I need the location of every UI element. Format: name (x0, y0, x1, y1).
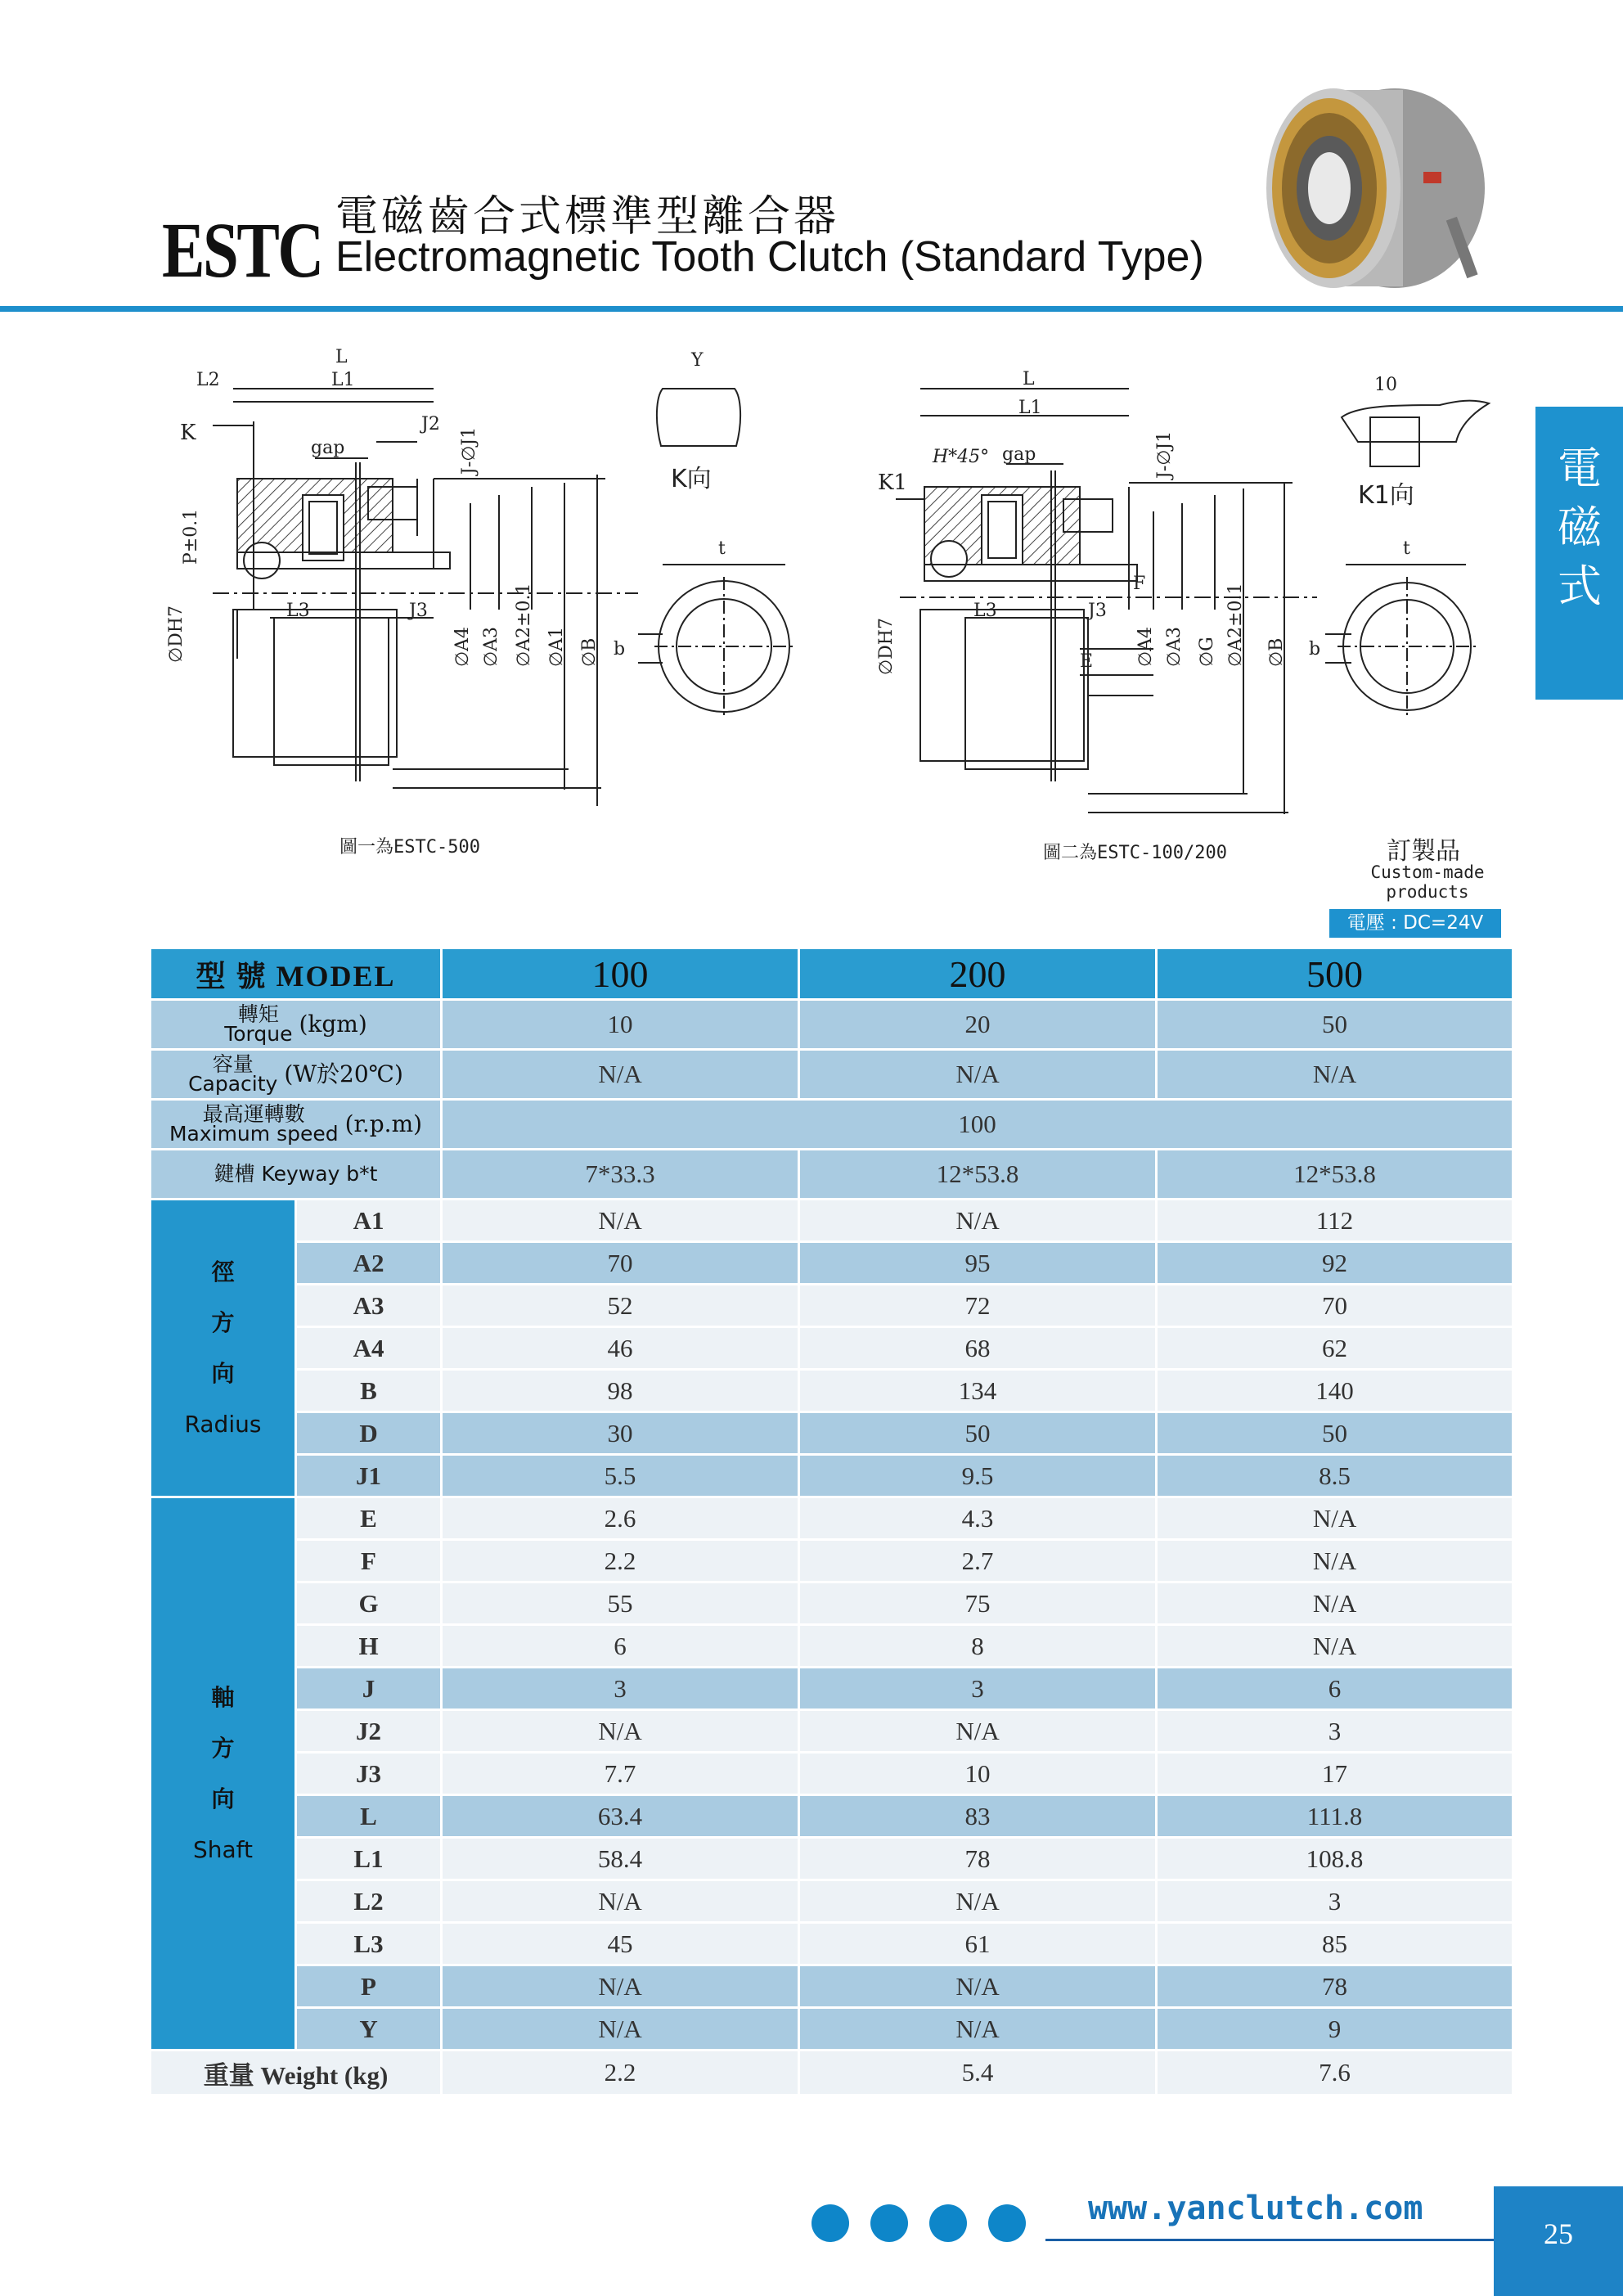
dim-value: 85 (1157, 1923, 1513, 1965)
footer-rule (1045, 2239, 1494, 2241)
detail-k-label-y: Y (691, 350, 704, 371)
detail-k1-label: K1向 (1358, 481, 1414, 510)
dim-value: 10 (799, 1753, 1157, 1795)
dim-value: 134 (799, 1370, 1157, 1412)
dim-key: P (296, 1965, 442, 2008)
dim-value: 3 (1157, 1710, 1513, 1753)
dim-key: H (296, 1625, 442, 1668)
keyway-200: 12*53.8 (799, 1150, 1157, 1200)
dim-value: 17 (1157, 1753, 1513, 1795)
dim-value: 58.4 (442, 1838, 799, 1880)
dim-value: 62 (1157, 1327, 1513, 1370)
title-english: Electromagnetic Tooth Clutch (Standard Type) (335, 233, 1204, 281)
weight-100: 2.2 (442, 2051, 799, 2096)
fig2-label-D: ∅DH7 (876, 618, 897, 675)
dim-value: N/A (799, 1710, 1157, 1753)
dim-value: 30 (442, 1412, 799, 1455)
dim-value: 45 (442, 1923, 799, 1965)
dim-value: 4.3 (799, 1497, 1157, 1540)
table-row (151, 1327, 1513, 1370)
max-speed-unit: (r.p.m) (344, 1110, 423, 1137)
fig2-label-L: L (1023, 369, 1035, 389)
torque-100: 10 (442, 1000, 799, 1050)
capacity-100: N/A (442, 1050, 799, 1100)
table-row (151, 1370, 1513, 1412)
radius-group-line-2: 方 (211, 1308, 235, 1336)
detail-k1-label-10: 10 (1374, 375, 1397, 395)
fig2-label-K1: K1 (878, 470, 907, 495)
dim-value: 72 (799, 1285, 1157, 1327)
dim-value: N/A (442, 2008, 799, 2051)
dim-value: 140 (1157, 1370, 1513, 1412)
torque-unit: (kgm) (299, 1011, 367, 1038)
fig1-label-L1: L1 (331, 370, 355, 390)
fig2-label-H: H*45° (933, 447, 990, 467)
dim-key: A1 (296, 1200, 442, 1242)
dim-value: 7.7 (442, 1753, 799, 1795)
dim-value: 3 (1157, 1880, 1513, 1923)
torque-cn: 轉矩 (237, 1002, 279, 1026)
max-speed-row (151, 1100, 1513, 1150)
dim-value: 78 (1157, 1965, 1513, 2008)
table-row (151, 1753, 1513, 1795)
fig1-label-L: L (335, 347, 348, 367)
custom-made-line-1: Custom-made (1370, 862, 1485, 882)
weight-row (151, 2051, 1513, 2096)
fig1-caption: 圖一為ESTC-500 (339, 837, 480, 858)
dim-key: J (296, 1668, 442, 1710)
fig1-label-D: ∅DH7 (166, 606, 187, 663)
dim-value: 2.7 (799, 1540, 1157, 1582)
side-tab (1535, 407, 1623, 700)
torque-row (151, 1000, 1513, 1050)
spec-table (149, 947, 1514, 2096)
weight-200: 5.4 (799, 2051, 1157, 2096)
capacity-row (151, 1050, 1513, 1100)
dim-value: 3 (442, 1668, 799, 1710)
capacity-500: N/A (1157, 1050, 1513, 1100)
dim-value: N/A (442, 1880, 799, 1923)
dim-value: 111.8 (1157, 1795, 1513, 1838)
fig2-label-L1: L1 (1018, 398, 1042, 418)
weight-500: 7.6 (1157, 2051, 1513, 2096)
fig1-label-K: K (180, 421, 196, 445)
dim-value: 78 (799, 1838, 1157, 1880)
dim-value: 3 (799, 1668, 1157, 1710)
fig1-label-A2: ∅A2±0.1 (514, 583, 534, 667)
dim-value: 70 (442, 1242, 799, 1285)
detail-k-label-b: b (614, 639, 626, 660)
fig2-label-L3: L3 (973, 601, 997, 621)
table-row (151, 1838, 1513, 1880)
dim-value: N/A (799, 1200, 1157, 1242)
fig2-label-F: F (1133, 574, 1146, 594)
capacity-200: N/A (799, 1050, 1157, 1100)
table-row (151, 1540, 1513, 1582)
dim-value: 70 (1157, 1285, 1513, 1327)
fig1-label-B: ∅B (579, 637, 600, 667)
shaft-group-line-1: 軸 (211, 1683, 235, 1711)
shaft-group-line-4: Shaft (192, 1835, 254, 1863)
dim-key: D (296, 1412, 442, 1455)
table-row (151, 1923, 1513, 1965)
fig1-drawing (213, 389, 794, 806)
torque-label (151, 1000, 442, 1050)
dim-value: 8 (799, 1625, 1157, 1668)
radius-group-label (151, 1200, 296, 1497)
dim-key: E (296, 1497, 442, 1540)
model-code: ESTC (162, 206, 322, 294)
capacity-label (151, 1050, 442, 1100)
table-row (151, 1497, 1513, 1540)
capacity-en: Capacity (188, 1072, 278, 1096)
dim-value: 63.4 (442, 1795, 799, 1838)
capacity-unit: (W於20℃) (284, 1060, 403, 1087)
detail-k1-label-b: b (1309, 639, 1321, 660)
footer-dot-4 (988, 2204, 1026, 2242)
model-label: 型 號 MODEL (151, 948, 442, 1000)
dim-key: L1 (296, 1838, 442, 1880)
fig1-label-J1: J-∅J1 (459, 426, 479, 475)
dim-key: J3 (296, 1753, 442, 1795)
custom-made-cn: 訂製品 (1387, 837, 1460, 866)
torque-200: 20 (799, 1000, 1157, 1050)
table-row (151, 1625, 1513, 1668)
dim-key: A2 (296, 1242, 442, 1285)
fig2-label-B: ∅B (1266, 637, 1287, 667)
fig2-label-gap: gap (1002, 444, 1036, 465)
fig2-label-E: E (1080, 651, 1094, 672)
fig2-label-J1: J-∅J1 (1154, 430, 1175, 479)
max-speed-en: Maximum speed (169, 1122, 339, 1146)
model-200: 200 (799, 948, 1157, 1000)
dim-value: N/A (442, 1710, 799, 1753)
dim-value: 98 (442, 1370, 799, 1412)
fig1-label-A4: ∅A4 (452, 626, 473, 667)
dim-key: F (296, 1540, 442, 1582)
dim-value: 50 (799, 1412, 1157, 1455)
table-header-row (151, 948, 1513, 1000)
keyway-500: 12*53.8 (1157, 1150, 1513, 1200)
dim-value: N/A (799, 2008, 1157, 2051)
radius-group-line-1: 徑 (211, 1258, 235, 1285)
table-row (151, 1582, 1513, 1625)
table-row (151, 1242, 1513, 1285)
fig1-label-L3: L3 (286, 601, 310, 621)
fig1-label-J3: J3 (409, 601, 428, 621)
dim-value: N/A (442, 1965, 799, 2008)
fig1-label-P: P±0.1 (181, 508, 201, 565)
header-rule (0, 306, 1623, 312)
dim-value: N/A (799, 1965, 1157, 2008)
footer-url-link[interactable]: www.yanclutch.com (1088, 2190, 1423, 2227)
dim-value: 61 (799, 1923, 1157, 1965)
custom-made-en (1354, 862, 1501, 902)
detail-k-label: K向 (671, 465, 712, 493)
model-100: 100 (442, 948, 799, 1000)
table-row (151, 1412, 1513, 1455)
table-row (151, 1285, 1513, 1327)
title-chinese: 電磁齒合式標準型離合器 (335, 192, 840, 241)
dim-key: A4 (296, 1327, 442, 1370)
fig2-label-A2: ∅A2±0.1 (1225, 583, 1246, 667)
keyway-100: 7*33.3 (442, 1150, 799, 1200)
dim-value: 83 (799, 1795, 1157, 1838)
detail-k-label-t: t (718, 538, 726, 559)
dim-key: A3 (296, 1285, 442, 1327)
detail-k1-label-t: t (1403, 538, 1410, 559)
fig2-label-J3: J3 (1088, 601, 1107, 621)
radius-group-line-3: 向 (211, 1359, 235, 1387)
dim-value: N/A (1157, 1582, 1513, 1625)
dim-value: 2.6 (442, 1497, 799, 1540)
fig2-caption: 圖二為ESTC-100/200 (1043, 843, 1227, 863)
dim-key: J1 (296, 1455, 442, 1497)
dim-value: 95 (799, 1242, 1157, 1285)
footer-dot-3 (929, 2204, 967, 2242)
max-speed-value: 100 (442, 1100, 1513, 1150)
table-row (151, 1668, 1513, 1710)
dim-value: 112 (1157, 1200, 1513, 1242)
dim-value: 6 (1157, 1668, 1513, 1710)
dim-value: 9 (1157, 2008, 1513, 2051)
dim-value: 8.5 (1157, 1455, 1513, 1497)
keyway-row (151, 1150, 1513, 1200)
torque-500: 50 (1157, 1000, 1513, 1050)
dim-key: G (296, 1582, 442, 1625)
fig2-label-A4: ∅A4 (1135, 626, 1156, 667)
table-row (151, 1455, 1513, 1497)
dim-value: 52 (442, 1285, 799, 1327)
dim-value: 108.8 (1157, 1838, 1513, 1880)
max-speed-cn: 最高運轉數 (202, 1102, 305, 1126)
table-row (151, 1795, 1513, 1838)
dim-key: J2 (296, 1710, 442, 1753)
footer-dot-1 (812, 2204, 849, 2242)
fig2-label-G: ∅G (1197, 637, 1217, 667)
fig1-label-L2: L2 (196, 370, 220, 390)
dim-key: Y (296, 2008, 442, 2051)
capacity-cn: 容量 (212, 1052, 254, 1076)
dim-key: L2 (296, 1880, 442, 1923)
radius-group-line-4: Radius (184, 1410, 262, 1438)
table-row (151, 1880, 1513, 1923)
dim-value: 9.5 (799, 1455, 1157, 1497)
fig1-label-A1: ∅A1 (546, 626, 567, 667)
side-tab-label: 電磁式 (1558, 443, 1602, 612)
dim-value: 2.2 (442, 1540, 799, 1582)
fig1-label-gap: gap (311, 438, 345, 458)
torque-en: Torque (224, 1022, 293, 1046)
voltage-badge: 電壓 : DC=24V (1329, 909, 1501, 938)
shaft-group-line-2: 方 (211, 1734, 235, 1762)
shaft-group-label (151, 1497, 296, 2051)
custom-made-line-2: products (1386, 882, 1469, 902)
dim-value: 68 (799, 1327, 1157, 1370)
product-photo (1252, 74, 1497, 295)
page-number: 25 (1494, 2186, 1623, 2296)
weight-label: 重量 Weight (kg) (151, 2051, 442, 2096)
dim-key: L3 (296, 1923, 442, 1965)
dim-value: N/A (799, 1880, 1157, 1923)
dim-value: 50 (1157, 1412, 1513, 1455)
dim-value: 55 (442, 1582, 799, 1625)
dim-value: 5.5 (442, 1455, 799, 1497)
fig1-label-J2: J2 (421, 414, 440, 434)
dim-value: N/A (1157, 1625, 1513, 1668)
fig2-label-A3: ∅A3 (1164, 626, 1185, 667)
model-500: 500 (1157, 948, 1513, 1000)
dim-value: N/A (442, 1200, 799, 1242)
dim-value: 92 (1157, 1242, 1513, 1285)
dim-value: 75 (799, 1582, 1157, 1625)
fig1-label-A3: ∅A3 (481, 626, 501, 667)
dim-key: L (296, 1795, 442, 1838)
shaft-group-line-3: 向 (211, 1785, 235, 1812)
keyway-label: 鍵槽 Keyway b*t (151, 1150, 442, 1200)
dim-key: B (296, 1370, 442, 1412)
dim-value: 46 (442, 1327, 799, 1370)
table-row (151, 1200, 1513, 1242)
technical-drawings (147, 340, 1538, 880)
max-speed-label (151, 1100, 442, 1150)
table-row (151, 1710, 1513, 1753)
table-row (151, 1965, 1513, 2008)
dim-value: N/A (1157, 1497, 1513, 1540)
dim-value: 6 (442, 1625, 799, 1668)
footer-dot-2 (870, 2204, 908, 2242)
dim-value: N/A (1157, 1540, 1513, 1582)
table-row (151, 2008, 1513, 2051)
